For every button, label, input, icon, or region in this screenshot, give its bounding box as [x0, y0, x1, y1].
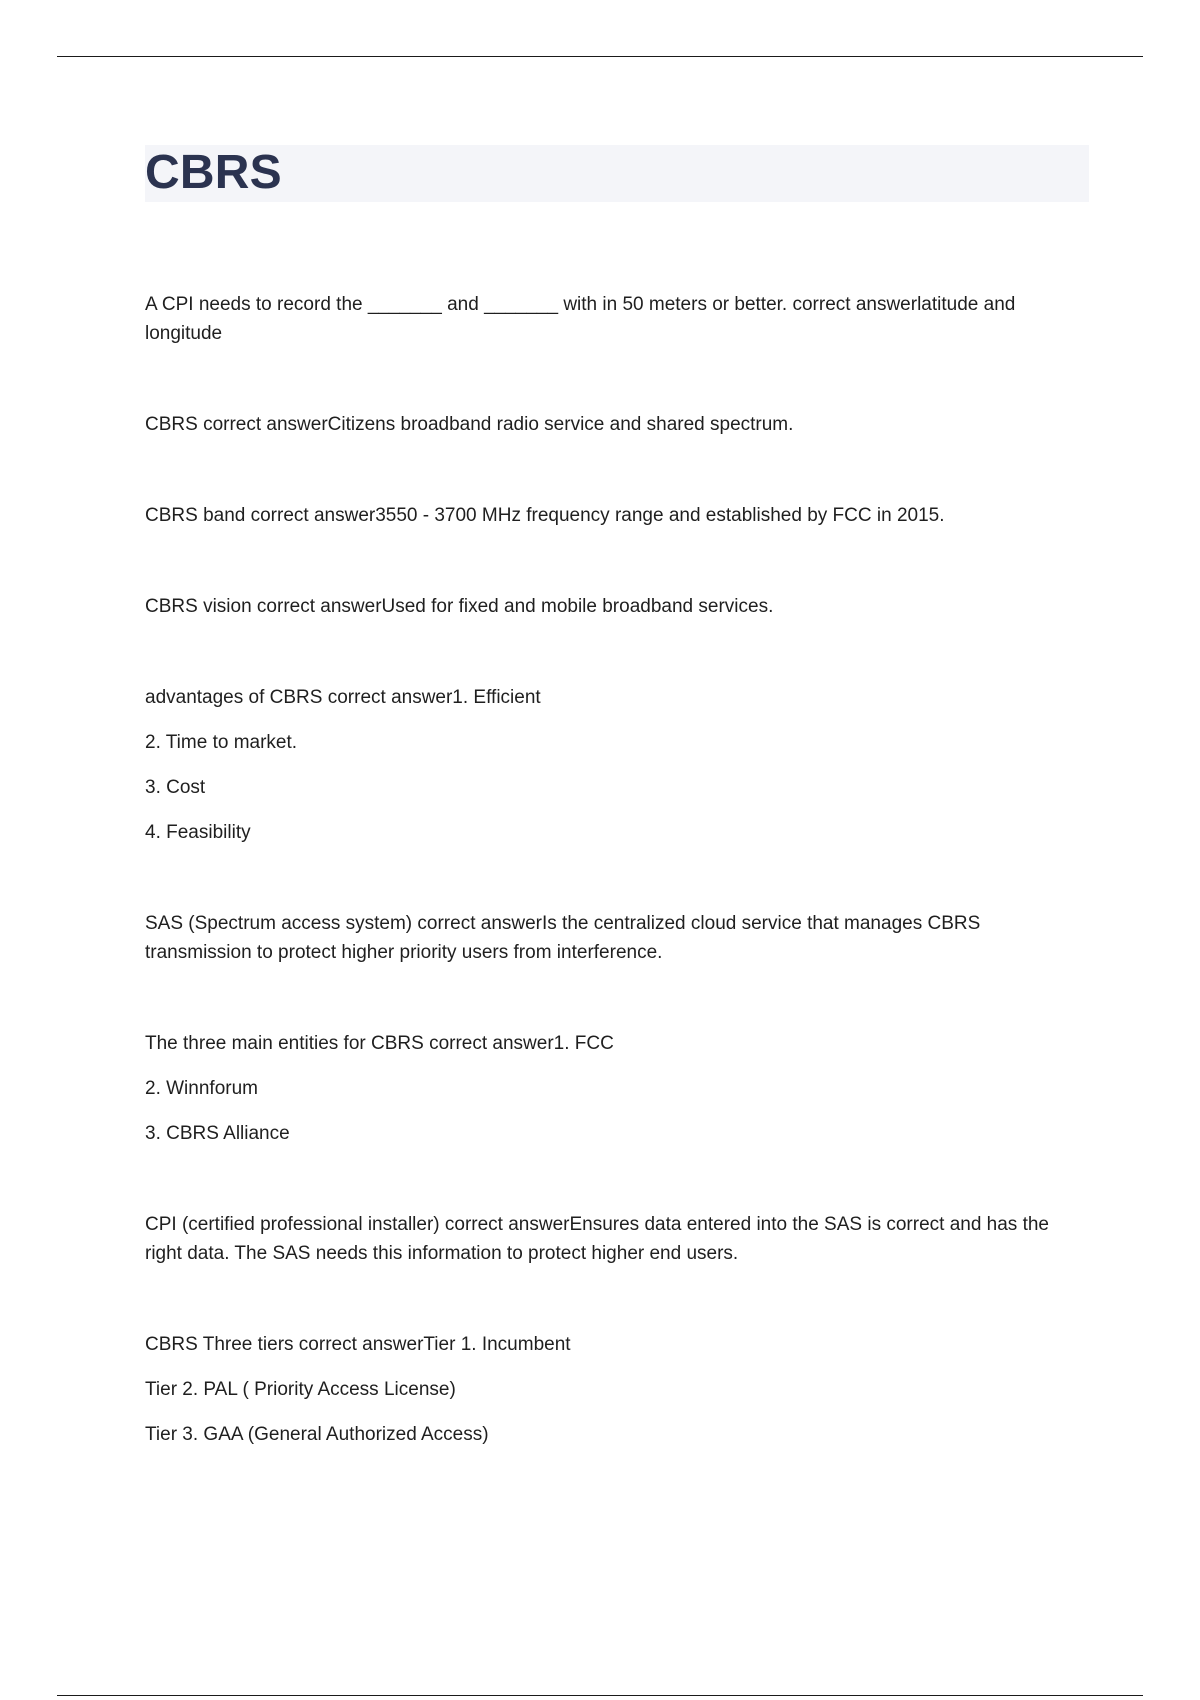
flashcard-list-line: 3. Cost	[145, 777, 206, 798]
flashcard-text: CPI (certified professional installer) correct answerEnsures data entered into the SAS is correct and has the right data. The SAS needs this information to protect higher end users.	[145, 1214, 1049, 1264]
footer-divider	[57, 1695, 1143, 1696]
flashcard-list-line: 2. Time to market.	[145, 732, 298, 753]
flashcard-item	[145, 1330, 1090, 1449]
flashcard-list-line: 4. Feasibility	[145, 822, 251, 843]
page-title: CBRS	[145, 146, 282, 199]
flashcard-list	[145, 290, 1090, 1511]
flashcard-text: advantages of CBRS correct answer1. Efficient	[145, 687, 541, 708]
header-divider	[57, 56, 1143, 57]
flashcard-list-line: Tier 3. GAA (General Authorized Access)	[145, 1424, 489, 1445]
flashcard-item	[145, 683, 1090, 847]
flashcard-text: CBRS band correct answer3550 - 3700 MHz frequency range and established by FCC in 2015.	[145, 505, 945, 526]
flashcard-text: The three main entities for CBRS correct answer1. FCC	[145, 1033, 614, 1054]
flashcard-text: CBRS Three tiers correct answerTier 1. Incumbent	[145, 1334, 571, 1355]
flashcard-text: CBRS vision correct answerUsed for fixed and mobile broadband services.	[145, 596, 774, 617]
flashcard-item	[145, 909, 1090, 967]
flashcard-list-line: 3. CBRS Alliance	[145, 1123, 290, 1144]
flashcard-item	[145, 1029, 1090, 1148]
flashcard-item	[145, 501, 1090, 530]
flashcard-text: SAS (Spectrum access system) correct answerIs the centralized cloud service that manages CBRS transmission to protect higher priority users from interference.	[145, 913, 981, 963]
flashcard-item	[145, 290, 1090, 348]
title-background	[145, 145, 1089, 202]
flashcard-item	[145, 410, 1090, 439]
flashcard-text: A CPI needs to record the _______ and _______ with in 50 meters or better. correct answerlatitude and longitude	[145, 294, 1016, 344]
flashcard-list-line: Tier 2. PAL ( Priority Access License)	[145, 1379, 456, 1400]
flashcard-text: CBRS correct answerCitizens broadband radio service and shared spectrum.	[145, 414, 794, 435]
flashcard-item	[145, 1210, 1090, 1268]
flashcard-item	[145, 592, 1090, 621]
flashcard-list-line: 2. Winnforum	[145, 1078, 258, 1099]
